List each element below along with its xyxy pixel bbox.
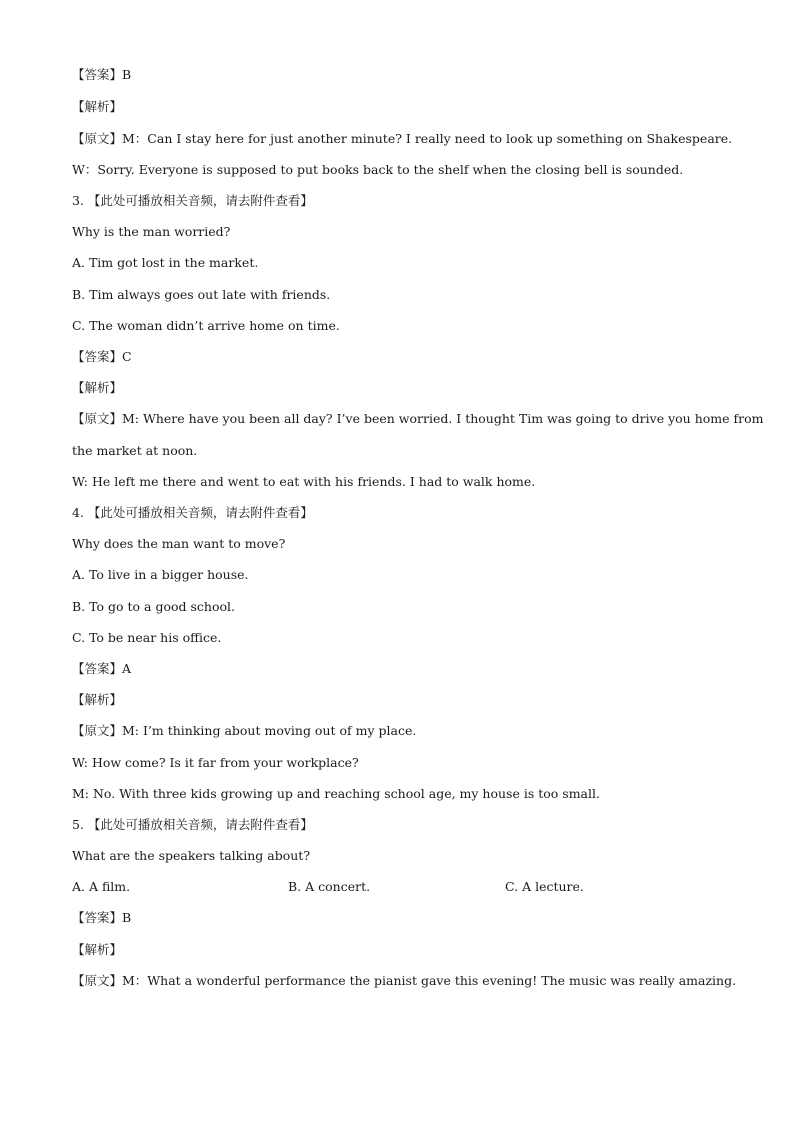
transcript-line: M: No. With three kids growing up and reaching school age, my house is too small.: [72, 786, 600, 801]
question-text: What are the speakers talking about?: [72, 848, 311, 863]
question-text: Why is the man worried?: [72, 224, 231, 239]
answer-line: 【答案】B: [72, 910, 132, 925]
option-a: A. A film.: [72, 879, 131, 894]
options-row: [72, 878, 722, 896]
transcript-line: W: He left me there and went to eat with his friends. I had to walk home.: [72, 474, 536, 489]
transcript-line: W: How come? Is it far from your workplace?: [72, 755, 359, 770]
transcript-line: the market at noon.: [72, 443, 198, 458]
analysis-heading: 【解析】: [72, 99, 123, 114]
answer-line: 【答案】B: [72, 67, 132, 82]
transcript-line: 【原文】M：Can I stay here for just another minute? I really need to look up something on Shakespeare.: [72, 131, 733, 146]
analysis-heading: 【解析】: [72, 692, 123, 707]
transcript-line: 【原文】M: Where have you been all day? I’ve been worried. I thought Tim was going to drive you home from: [72, 411, 764, 426]
option-b: B. To go to a good school.: [72, 599, 235, 614]
transcript-line: W：Sorry. Everyone is supposed to put books back to the shelf when the closing bell is sounded.: [72, 162, 684, 177]
option-a: A. To live in a bigger house.: [72, 567, 249, 582]
analysis-heading: 【解析】: [72, 942, 123, 957]
option-b: B. Tim always goes out late with friends.: [72, 287, 331, 302]
option-b: B. A concert.: [288, 879, 371, 894]
answer-line: 【答案】A: [72, 661, 132, 676]
option-c: C. To be near his office.: [72, 630, 222, 645]
question-header: 5. 【此处可播放相关音频，请去附件查看】: [72, 817, 313, 832]
transcript-line: 【原文】M：What a wonderful performance the pianist gave this evening! The music was really amazing.: [72, 973, 737, 988]
question-text: Why does the man want to move?: [72, 536, 286, 551]
answer-line: 【答案】C: [72, 349, 132, 364]
option-a: A. Tim got lost in the market.: [72, 255, 259, 270]
transcript-line: 【原文】M: I’m thinking about moving out of my place.: [72, 723, 417, 738]
option-c: C. The woman didn’t arrive home on time.: [72, 318, 340, 333]
question-header: 3. 【此处可播放相关音频，请去附件查看】: [72, 193, 313, 208]
question-header: 4. 【此处可播放相关音频，请去附件查看】: [72, 505, 313, 520]
analysis-heading: 【解析】: [72, 380, 123, 395]
option-c: C. A lecture.: [505, 879, 584, 894]
